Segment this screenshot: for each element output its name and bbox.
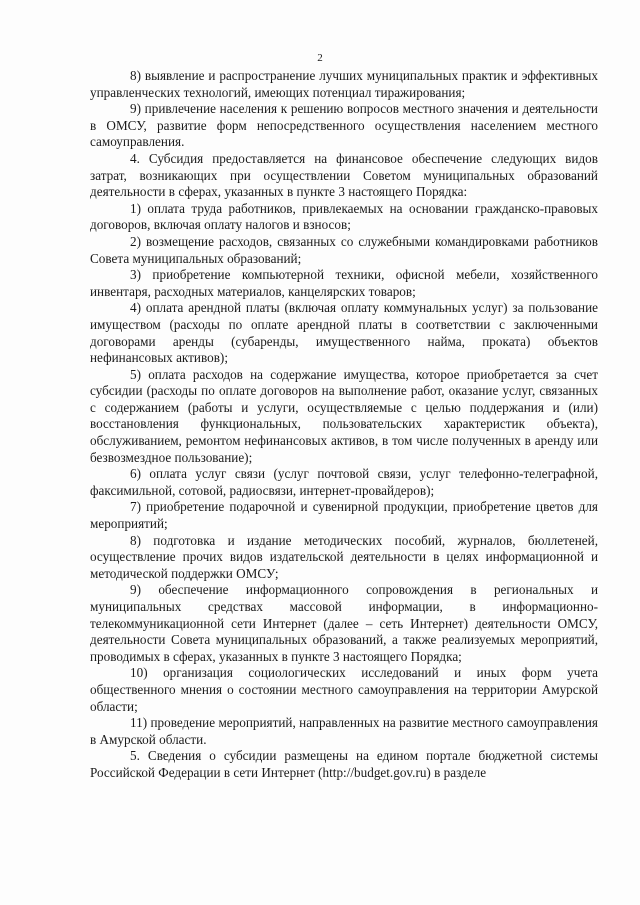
paragraph-item-9-population: 9) привлечение населения к решению вопросов местного значения и деятельности в ОМСУ, развитие форм непосредственного осуществления населением местного самоуправления. [90, 101, 598, 150]
paragraph-cost-7-gifts: 7) приобретение подарочной и сувенирной продукции, приобретение цветов для мероприятий; [90, 499, 598, 532]
paragraph-cost-8-publications: 8) подготовка и издание методических пособий, журналов, бюллетеней, осуществление прочих видов издательской деятельности в целях информационной и методической поддержки ОМСУ; [90, 532, 598, 581]
paragraph-cost-2-travel: 2) возмещение расходов, связанных со служебными командировками работников Совета муниципальных образований; [90, 233, 598, 266]
paragraph-cost-3-equipment: 3) приобретение компьютерной техники, офисной мебели, хозяйственного инвентаря, расходных материалов, канцелярских товаров; [90, 267, 598, 299]
paragraph-cost-11-events: 11) проведение мероприятий, направленных на развитие местного самоуправления в Амурской области. [90, 715, 598, 747]
document-body [90, 68, 598, 782]
paragraph-section-5-portal: 5. Сведения о субсидии размещены на едином портале бюджетной системы Российской Федерации в сети Интернет (http://budget.gov.ru) в разделе [90, 748, 598, 780]
paragraph-cost-9-media: 9) обеспечение информационного сопровождения в региональных и муниципальных средствах массовой информации, в информационно-телекоммуникационной сети Интернет (далее – сеть Интернет) деятельности ОМСУ, деятельности Совета муниципальных образований, а также реализуемых мероприятий, проводимых в сферах, указанных в пункте 3 настоящего Порядка; [90, 582, 598, 664]
paragraph-section-4-intro: 4. Субсидия предоставляется на финансовое обеспечение следующих видов затрат, возникающих при осуществлении Советом муниципальных образований деятельности в сферах, указанных в пункте 3 настоящего Порядка: [90, 150, 598, 200]
paragraph-item-8-practices: 8) выявление и распространение лучших муниципальных практик и эффективных управленческих технологий, имеющих потенциал тиражирования; [90, 68, 598, 100]
paragraph-cost-4-rent: 4) оплата арендной платы (включая оплату коммунальных услуг) за пользование имуществом (расходы по оплате арендной платы в соответствии с заключенными договорами аренды (субаренды, имущественного найма, проката) объектов нефинансовых активов); [90, 300, 598, 366]
paragraph-cost-1-labor: 1) оплата труда работников, привлекаемых на основании гражданско-правовых договоров, включая оплату налогов и взносов; [90, 200, 598, 233]
page-number: 2 [317, 52, 323, 64]
paragraph-cost-10-research: 10) организация социологических исследований и иных форм учета общественного мнения о состоянии местного самоуправления на территории Амурской области; [90, 665, 598, 714]
paragraph-cost-5-maintenance: 5) оплата расходов на содержание имущества, которое приобретается за счет субсидии (расходы по оплате договоров на выполнение работ, оказание услуг, связанных с содержанием (работы и услуги, осуществляемые с целью поддержания и (или) восстановления функциональных, пользовательских характеристик объекта), обслуживанием, ремонтом нефинансовых активов, в том числе полученных в аренду или безвозмездное пользование); [90, 366, 598, 465]
paragraph-cost-6-communications: 6) оплата услуг связи (услуг почтовой связи, услуг телефонно-телеграфной, факсимильной, сотовой, радиосвязи, интернет-провайдеров); [90, 466, 598, 498]
